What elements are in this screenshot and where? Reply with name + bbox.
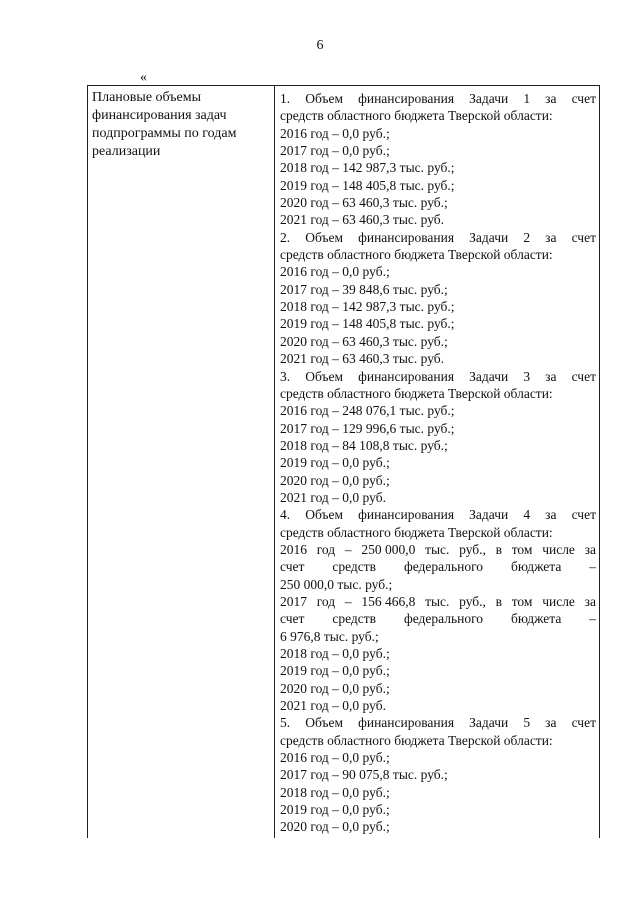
heading-word: за [545,91,557,106]
heading-word: Задачи [469,507,509,523]
year-amount-line: 2020 год – 63 460,3 тыс. руб.; [280,333,448,349]
detail-word: – [589,611,596,627]
heading-word: счет [571,91,596,106]
task-3-block [280,368,596,507]
heading-word: 2. [280,229,291,245]
detail-word: 156 466,8 [361,593,416,609]
heading-word: 5. [280,715,291,731]
heading-word: 2 [523,229,531,245]
heading-word: 1 [523,91,531,106]
task-heading-continuation: средств областного бюджета Тверской области: [280,247,553,263]
page-number: 6 [316,38,324,53]
detail-word: в [495,541,502,557]
heading-word: 1. [280,91,291,106]
task-heading-continuation: средств областного бюджета Тверской области: [280,732,553,748]
year-amount-line: 2018 год – 0,0 руб.; [280,784,390,800]
financing-details-cell [280,90,596,836]
heading-word: Объем [305,229,344,245]
year-amount-line: 2016 год – 0,0 руб.; [280,750,390,766]
detail-word: счет [280,611,305,627]
heading-word: финансирования [358,368,455,384]
heading-word: 3. [280,368,291,384]
year-amount-line: 2016 год – 0,0 руб.; [280,125,390,141]
task-4-block [280,506,596,714]
detail-word: 2016 [280,541,307,557]
task-heading [280,229,596,246]
heading-word: финансирования [358,91,455,106]
heading-word: счет [571,507,596,523]
detail-word: числе [542,593,575,609]
heading-word: Объем [305,91,344,106]
year-amount-line: 2019 год – 0,0 руб.; [280,802,390,818]
year-2016-detail-line [280,558,596,575]
heading-word: Задачи [469,229,509,245]
year-amount-line: 2018 год – 142 987,3 тыс. руб.; [280,160,455,176]
year-amount-line: 2018 год – 0,0 руб.; [280,646,390,661]
detail-word: за [584,593,596,609]
heading-word: счет [571,715,596,731]
year-amount-line: 2021 год – 63 460,3 тыс. руб. [280,351,445,367]
detail-word: год [316,541,336,557]
year-2017-detail-line [280,610,596,627]
detail-word: федерального [403,559,484,575]
heading-word: финансирования [358,507,455,523]
detail-word: тыс. [425,541,450,557]
year-2017-detail-line: 6 976,8 тыс. руб.; [280,628,379,644]
task-heading-continuation: средств областного бюджета Тверской области: [280,524,553,540]
task-heading [280,90,596,107]
detail-word: средств [332,611,377,627]
detail-word: – [589,559,596,575]
heading-word: счет [571,368,596,384]
year-amount-line: 2021 год – 0,0 руб. [280,489,386,505]
detail-word: бюджета [510,611,562,627]
year-amount-line: 2021 год – 63 460,3 тыс. руб. [280,212,445,228]
year-amount-line: 2019 год – 148 405,8 тыс. руб.; [280,316,455,332]
detail-word: год [316,593,336,609]
heading-word: Объем [305,368,344,384]
row-label-line: подпрограммы по годам [92,126,237,141]
year-2016-detail-line [280,541,596,558]
year-amount-line: 2016 год – 0,0 руб.; [280,264,390,280]
heading-word: Объем [305,507,344,523]
year-amount-line: 2019 год – 0,0 руб.; [280,455,390,471]
detail-word: – [344,593,352,609]
task-5-block [280,714,596,835]
detail-word: том [511,593,533,609]
year-amount-line: 2020 год – 63 460,3 тыс. руб.; [280,195,448,211]
year-amount-line: 2016 год – 248 076,1 тыс. руб.; [280,403,455,419]
year-amount-line: 2020 год – 0,0 руб.; [280,819,390,835]
year-2017-detail-line [280,593,596,610]
detail-word: в [495,593,502,609]
row-label-line: финансирования задач [92,108,227,123]
year-amount-line: 2017 год – 0,0 руб.; [280,143,390,159]
row-label-cell [92,89,270,161]
detail-word: 2017 [280,593,307,609]
heading-word: счет [571,229,596,245]
detail-word: руб., [459,541,486,557]
year-amount-line: 2020 год – 0,0 руб.; [280,680,390,696]
task-1-block [280,90,596,229]
year-2016-detail-line: 250 000,0 тыс. руб.; [280,576,393,592]
heading-word: за [545,368,557,384]
task-heading-continuation: средств областного бюджета Тверской области: [280,108,553,124]
detail-word: федерального [403,611,484,627]
year-amount-line: 2017 год – 129 996,6 тыс. руб.; [280,420,455,436]
detail-word: счет [280,559,305,575]
task-heading-continuation: средств областного бюджета Тверской области: [280,385,553,401]
row-label-line: Плановые объемы [92,90,202,105]
detail-word: средств [332,559,377,575]
task-heading [280,714,596,731]
heading-word: 4 [523,507,531,523]
heading-word: Объем [305,715,344,731]
heading-word: за [545,715,557,731]
year-amount-line: 2019 год – 148 405,8 тыс. руб.; [280,177,455,193]
heading-word: 3 [523,368,531,384]
year-amount-line: 2019 год – 0,0 руб.; [280,663,390,679]
detail-word: числе [542,541,575,557]
detail-word: бюджета [510,559,562,575]
detail-word: руб., [459,593,486,609]
detail-word: – [344,541,352,557]
task-2-block [280,229,596,368]
year-amount-line: 2017 год – 90 075,8 тыс. руб.; [280,767,448,783]
heading-word: Задачи [469,715,509,731]
heading-word: Задачи [469,368,509,384]
detail-word: 250 000,0 [361,541,416,557]
heading-word: Задачи [469,91,509,106]
year-amount-line: 2018 год – 142 987,3 тыс. руб.; [280,299,455,315]
detail-word: тыс. [425,593,450,609]
heading-word: финансирования [358,229,455,245]
row-label-line: реализации [92,144,161,159]
financing-table [87,85,600,838]
year-amount-line: 2021 год – 0,0 руб. [280,698,386,714]
heading-word: 5 [523,715,531,731]
year-amount-line: 2017 год – 39 848,6 тыс. руб.; [280,281,448,297]
year-amount-line: 2018 год – 84 108,8 тыс. руб.; [280,437,448,453]
task-heading [280,506,596,523]
year-amount-line: 2020 год – 0,0 руб.; [280,472,390,488]
column-divider [274,86,275,838]
heading-word: за [545,229,557,245]
detail-word: том [511,541,533,557]
heading-word: 4. [280,507,291,523]
detail-word: за [584,541,596,557]
task-heading [280,368,596,385]
heading-word: финансирования [358,715,455,731]
opening-quote-mark: « [140,70,147,85]
heading-word: за [545,507,557,523]
